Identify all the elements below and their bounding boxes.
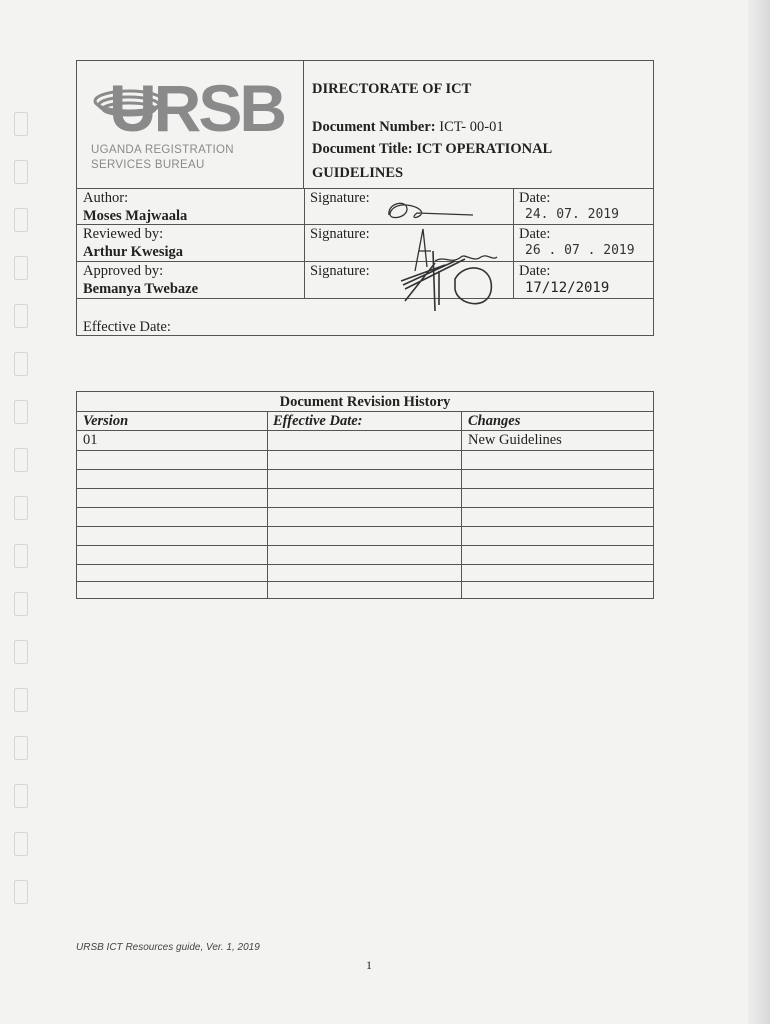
divider bbox=[77, 469, 653, 470]
document-title-value: ICT OPERATIONAL bbox=[416, 141, 553, 157]
divider bbox=[77, 564, 653, 565]
divider bbox=[77, 507, 653, 508]
punch-hole bbox=[14, 784, 28, 808]
divider bbox=[267, 411, 268, 598]
org-name-line1: UGANDA REGISTRATION bbox=[91, 144, 234, 156]
divider bbox=[77, 411, 653, 412]
reviewer-date-label: Date: bbox=[519, 226, 551, 242]
approver-name: Bemanya Twebaze bbox=[83, 281, 199, 297]
divider bbox=[77, 545, 653, 546]
reviewer-signature-label: Signature: bbox=[310, 226, 370, 242]
ursb-logo bbox=[89, 71, 299, 146]
author-name: Moses Majwaala bbox=[83, 208, 188, 224]
column-header-changes: Changes bbox=[468, 413, 521, 429]
punch-hole bbox=[14, 256, 28, 280]
divider bbox=[77, 488, 653, 489]
footer-text: URSB ICT Resources guide, Ver. 1, 2019 bbox=[76, 942, 260, 953]
punch-hole bbox=[14, 448, 28, 472]
document-info-cell bbox=[304, 61, 653, 188]
punch-hole bbox=[14, 352, 28, 376]
page-number: 1 bbox=[366, 958, 372, 972]
punch-hole bbox=[14, 688, 28, 712]
approver-label: Approved by: bbox=[83, 263, 164, 279]
punch-hole bbox=[14, 832, 28, 856]
divider bbox=[77, 526, 653, 527]
approver-signature-scribble bbox=[395, 241, 505, 321]
author-date: 24. 07. 2019 bbox=[525, 207, 619, 222]
divider bbox=[77, 450, 653, 451]
divider bbox=[77, 430, 653, 431]
column-header-version: Version bbox=[83, 413, 129, 429]
punch-hole bbox=[14, 592, 28, 616]
punch-hole bbox=[14, 496, 28, 520]
revision-history-title: Document Revision History bbox=[279, 394, 451, 410]
punch-hole bbox=[14, 400, 28, 424]
divider bbox=[77, 188, 653, 189]
table-cell-version: 01 bbox=[83, 432, 98, 448]
approver-date: 17/12/2019 bbox=[525, 280, 610, 296]
svg-text:URSB: URSB bbox=[109, 71, 285, 145]
table-cell-changes: New Guidelines bbox=[468, 432, 562, 448]
author-label: Author: bbox=[83, 190, 129, 206]
approver-signature-label: Signature: bbox=[310, 263, 370, 279]
divider bbox=[461, 411, 462, 598]
punch-hole bbox=[14, 112, 28, 136]
revision-history-table bbox=[76, 391, 654, 599]
document-header-table bbox=[76, 60, 654, 336]
directorate-title: DIRECTORATE OF ICT bbox=[312, 81, 472, 97]
effective-date-label: Effective Date: bbox=[83, 319, 171, 335]
reviewer-name: Arthur Kwesiga bbox=[83, 244, 184, 260]
punch-hole bbox=[14, 160, 28, 184]
document-title bbox=[312, 141, 552, 157]
punch-hole bbox=[14, 880, 28, 904]
author-signature-label: Signature: bbox=[310, 190, 370, 206]
punch-hole bbox=[14, 304, 28, 328]
document-title-continued: GUIDELINES bbox=[312, 165, 404, 181]
divider bbox=[513, 188, 514, 298]
column-header-effective-date: Effective Date: bbox=[273, 413, 363, 429]
document-number-value: ICT- 00-01 bbox=[439, 119, 504, 135]
logo-cell bbox=[77, 61, 304, 188]
divider bbox=[77, 224, 653, 225]
divider bbox=[77, 261, 653, 262]
punch-hole bbox=[14, 640, 28, 664]
punch-hole bbox=[14, 544, 28, 568]
page-edge-shadow bbox=[748, 0, 770, 1024]
document-number bbox=[312, 119, 504, 135]
divider bbox=[77, 298, 653, 299]
punch-hole bbox=[14, 736, 28, 760]
author-date-label: Date: bbox=[519, 190, 551, 206]
divider bbox=[304, 188, 305, 298]
reviewer-date: 26 . 07 . 2019 bbox=[525, 243, 635, 258]
org-name-line2: SERVICES BUREAU bbox=[91, 159, 205, 171]
document-title-label: Document Title: bbox=[312, 141, 413, 157]
document-number-label: Document Number: bbox=[312, 119, 436, 135]
reviewer-label: Reviewed by: bbox=[83, 226, 164, 242]
divider bbox=[77, 581, 653, 582]
approver-date-label: Date: bbox=[519, 263, 551, 279]
punch-hole bbox=[14, 208, 28, 232]
